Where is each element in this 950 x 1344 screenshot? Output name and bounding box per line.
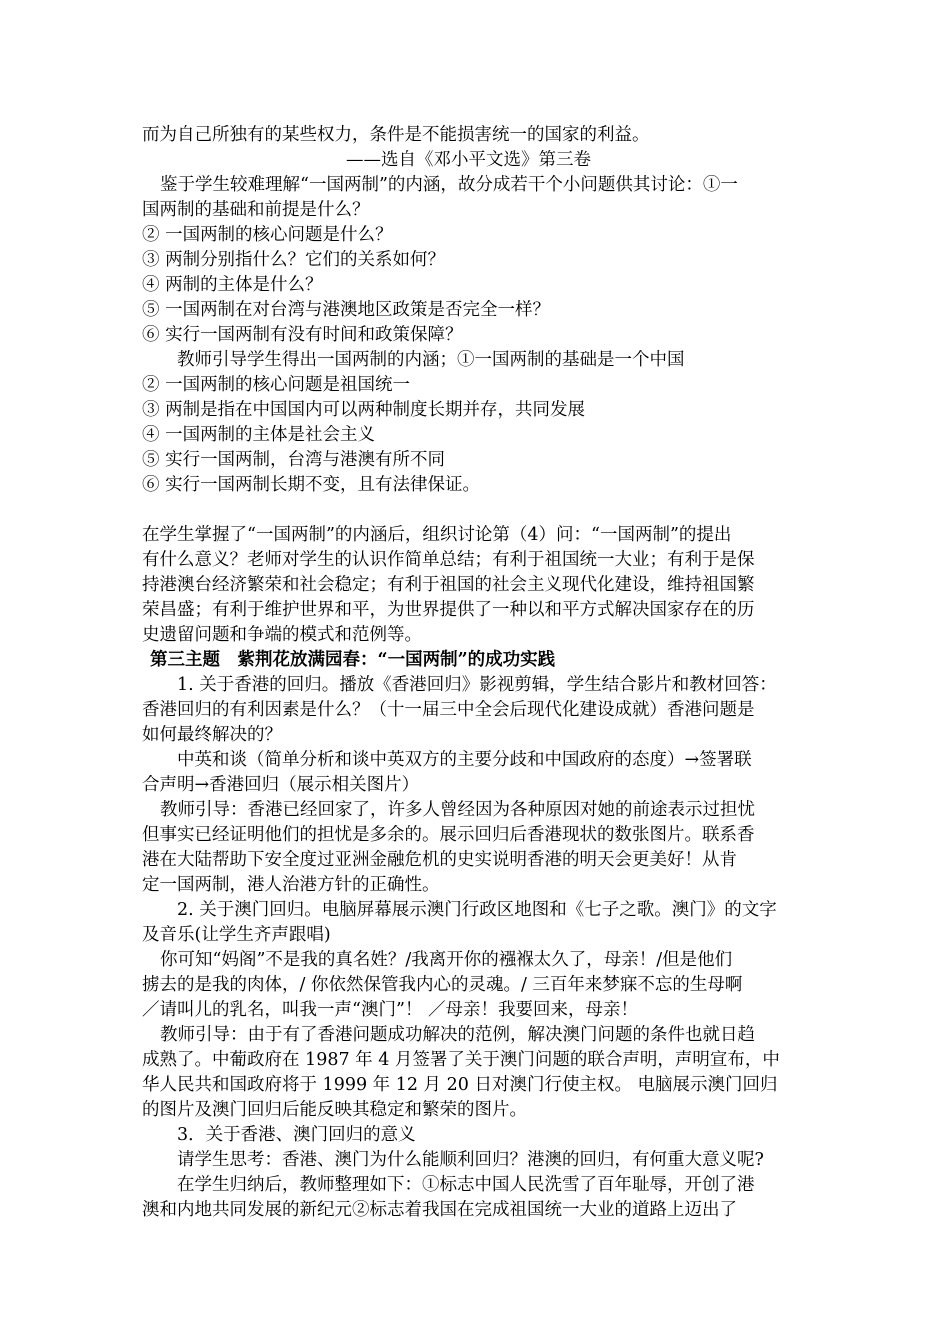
text-line: 有什么意义？老师对学生的认识作简单总结；有利于祖国统一大业；有利于是保 (142, 550, 755, 570)
text-line: 的图片及澳门回归后能反映其稳定和繁荣的图片。 (142, 1100, 527, 1120)
text-line: 2. 关于澳门回归。电脑屏幕展示澳门行政区地图和《七子之歌。澳门》的文字 (177, 900, 777, 920)
text-line: 在学生掌握了“一国两制”的内涵后，组织讨论第（4）问：“一国两制”的提出 (142, 525, 732, 545)
question-item: ④ 两制的主体是什么？ (142, 275, 323, 295)
text-line: 国两制的基础和前提是什么？ (142, 200, 370, 220)
question-item: ⑤ 一国两制在对台湾与港澳地区政策是否完全一样？ (142, 300, 551, 320)
text-line: 鉴于学生较难理解“一国两制”的内涵，故分成若干个小问题供其讨论：①一 (160, 175, 738, 195)
text-line: 而为自己所独有的某些权力，条件是不能损害统一的国家的利益。 (142, 125, 650, 145)
poem-line: 掳去的是我的肉体，/ 你依然保管我内心的灵魂。/ 三百年来梦寐不忘的生母啊 (142, 975, 743, 995)
subsection-heading: 3．关于香港、澳门回归的意义 (177, 1125, 416, 1145)
poem-line: ／请叫儿的乳名，叫我一声“澳门”！ ／母亲！我要回来，母亲！ (142, 1000, 638, 1020)
text-line: 合声明→香港回归（展示相关图片） (142, 775, 420, 795)
text-line: 港在大陆帮助下安全度过亚洲金融危机的史实说明香港的明天会更美好！从肯 (142, 850, 737, 870)
citation-line: ——选自《邓小平文选》第三卷 (346, 150, 591, 170)
text-line: 及音乐(让学生齐声跟唱) (142, 925, 331, 945)
text-line: 在学生归纳后，教师整理如下：①标志中国人民洗雪了百年耻辱，开创了港 (177, 1175, 755, 1195)
answer-item: ④ 一国两制的主体是社会主义 (142, 425, 376, 445)
poem-line: 你可知“妈阁”不是我的真名姓？/我离开你的襁褓太久了，母亲！/但是他们 (160, 950, 733, 970)
answer-item: ⑤ 实行一国两制，台湾与港澳有所不同 (142, 450, 446, 470)
text-line: 教师引导：香港已经回家了，许多人曾经因为各种原因对她的前途表示过担忧 (160, 800, 755, 820)
text-line: 中英和谈（简单分析和谈中英双方的主要分歧和中国政府的态度）→签署联 (177, 750, 752, 770)
text-line: 定一国两制，港人治港方针的正确性。 (142, 875, 440, 895)
question-item: ⑥ 实行一国两制有没有时间和政策保障？ (142, 325, 463, 345)
text-line: 1. 关于香港的回归。播放《香港回归》影视剪辑，学生结合影片和教材回答： (177, 675, 777, 695)
answer-item: ⑥ 实行一国两制长期不变，且有法律保证。 (142, 475, 481, 495)
text-line: 如何最终解决的？ (142, 725, 282, 745)
answer-item: ③ 两制是指在中国国内可以两种制度长期并存，共同发展 (142, 400, 586, 420)
text-line: 澳和内地共同发展的新纪元②标志着我国在完成祖国统一大业的道路上迈出了 (142, 1200, 737, 1220)
question-item: ② 一国两制的核心问题是什么？ (142, 225, 393, 245)
text-line: 荣昌盛；有利于维护世界和平，为世界提供了一种以和平方式解决国家存在的历 (142, 600, 755, 620)
text-line: 香港回归的有利因素是什么？（十一届三中全会后现代化建设成就）香港问题是 (142, 700, 755, 720)
text-line: 教师引导：由于有了香港问题成功解决的范例，解决澳门问题的条件也就日趋 (160, 1025, 755, 1045)
text-line: 史遗留问题和争端的模式和范例等。 (142, 625, 422, 645)
answer-item: ② 一国两制的核心问题是祖国统一 (142, 375, 411, 395)
question-item: ③ 两制分别指什么？它们的关系如何？ (142, 250, 446, 270)
text-line: 但事实已经证明他们的担忧是多余的。展示回归后香港现状的数张图片。联系香 (142, 825, 755, 845)
text-line: 持港澳台经济繁荣和社会稳定；有利于祖国的社会主义现代化建设，维持祖国繁 (142, 575, 755, 595)
section-heading: 第三主题 紫荆花放满园春：“一国两制”的成功实践 (150, 650, 556, 670)
text-line: 成熟了。中葡政府在 1987 年 4 月签署了关于澳门问题的联合声明，声明宣布，中 (142, 1050, 780, 1070)
text-line: 请学生思考：香港、澳门为什么能顺利回归？港澳的回归，有何重大意义呢? (177, 1150, 764, 1170)
text-line: 华人民共和国政府将于 1999 年 12 月 20 日对澳门行使主权。 电脑展示澳门回归 (142, 1075, 778, 1095)
text-line: 教师引导学生得出一国两制的内涵；①一国两制的基础是一个中国 (177, 350, 685, 370)
